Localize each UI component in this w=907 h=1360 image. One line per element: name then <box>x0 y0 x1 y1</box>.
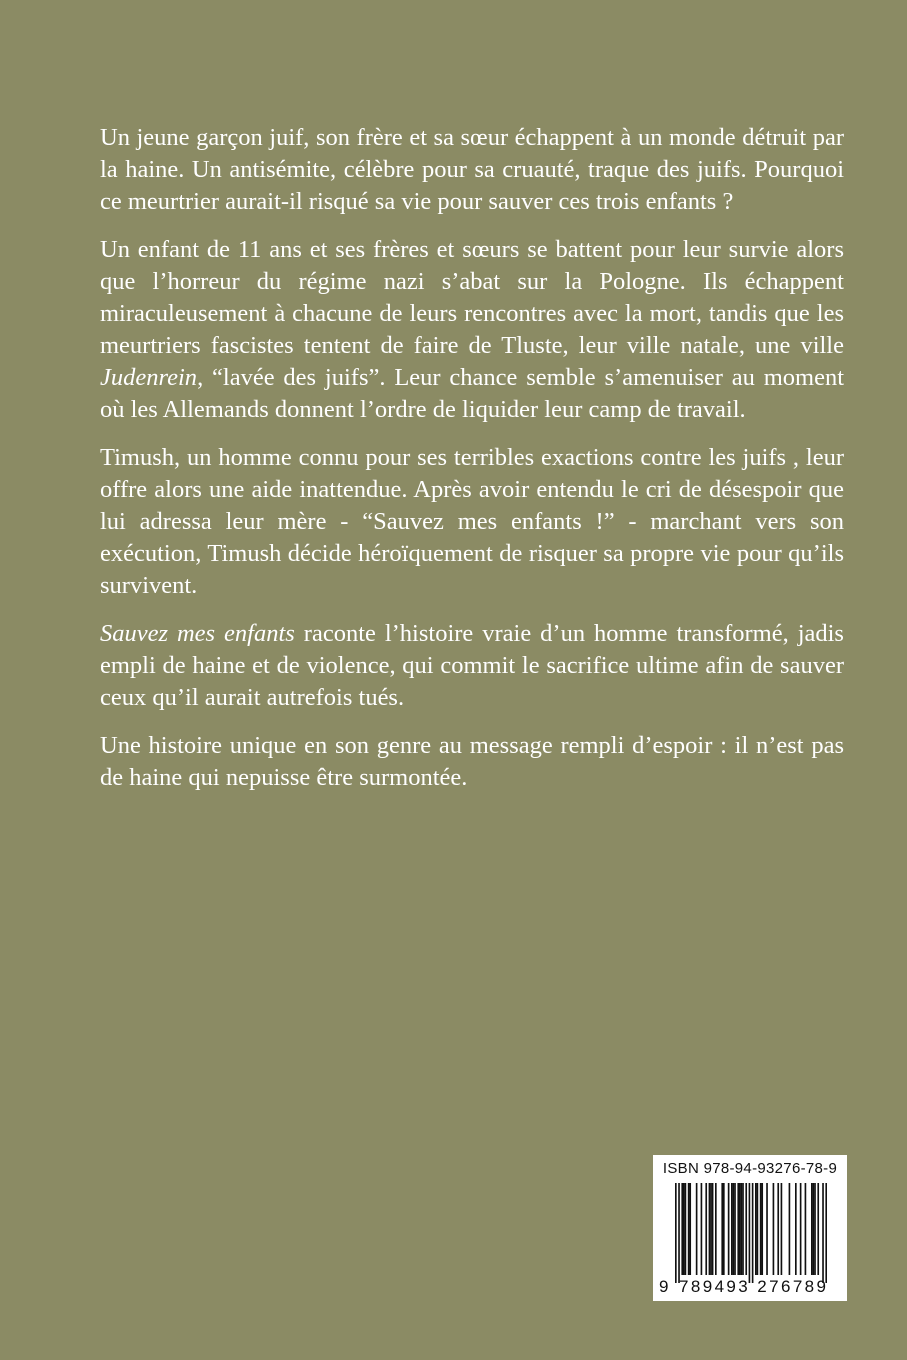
barcode-bar-27 <box>755 1183 757 1275</box>
barcode-bar-30 <box>761 1183 763 1275</box>
blurb-paragraph-3 <box>100 442 844 602</box>
barcode-bar-24 <box>745 1183 747 1275</box>
barcode-bar-2 <box>681 1183 683 1275</box>
barcode-bar-25 <box>749 1183 751 1283</box>
barcode-bar-39 <box>811 1183 813 1275</box>
barcode-bar-6 <box>689 1183 691 1275</box>
isbn-barcode <box>653 1155 847 1301</box>
barcode-bar-11 <box>710 1183 712 1275</box>
barcode-bar-28 <box>757 1183 759 1275</box>
barcode-bar-32 <box>773 1183 775 1275</box>
barcode-bar-20 <box>737 1183 739 1275</box>
barcode-bar-44 <box>825 1183 827 1283</box>
blurb-p5-text: Une histoire unique en son genre au message rempli d’espoir : il n’est pas de haine qui nepuisse être surmontée. <box>100 732 844 791</box>
barcode-bar-14 <box>721 1183 723 1275</box>
barcode-bar-23 <box>742 1183 744 1275</box>
barcode-bar-3 <box>683 1183 685 1275</box>
barcode-bar-8 <box>701 1183 703 1275</box>
barcode-bar-40 <box>813 1183 815 1275</box>
barcode-digit-first: 9 <box>659 1277 669 1296</box>
isbn-label: ISBN 978-94-93276-78-9 <box>662 1160 838 1177</box>
barcode-bar-4 <box>685 1183 687 1275</box>
barcode-bar-42 <box>817 1183 819 1275</box>
barcode-digits-rest: 789493 276789 <box>679 1277 829 1296</box>
barcode-bar-22 <box>741 1183 743 1275</box>
barcode-bar-29 <box>760 1183 762 1275</box>
blurb-p4-text: raconte l’histoire vraie d’un homme transformé, jadis empli de haine et de violence, qui commit le sacrifice ultime afin de sauver ceux qu’il aurait autrefois tués. <box>100 620 844 711</box>
barcode-bar-43 <box>822 1183 824 1283</box>
barcode-bar-7 <box>696 1183 698 1275</box>
blurb-p2-text-b: , “lavée des juifs”. Leur chance semble s’amenuiser au moment où les Allemands donnent l’ordre de liquider leur camp de travail. <box>100 364 844 423</box>
blurb-paragraph-2 <box>100 234 844 426</box>
blurb-p2-italic-term: Judenrein <box>100 364 198 391</box>
back-cover-blurb <box>100 122 844 810</box>
barcode-bar-9 <box>705 1183 707 1275</box>
barcode-bar-0 <box>675 1183 677 1283</box>
barcode-bar-18 <box>733 1183 735 1275</box>
barcode-bar-19 <box>734 1183 736 1275</box>
barcode-bar-16 <box>728 1183 730 1275</box>
barcode-bar-41 <box>814 1183 816 1275</box>
blurb-p2-text-a: Un enfant de 11 ans et ses frères et sœurs se battent pour leur survie alors que l’horreur du régime nazi s’abat sur la Pologne. Ils échappent miraculeusement à chacune de leurs rencontres avec la mort, tandis que les meurtriers fascistes tentent de faire de Tluste, leur ville natale, une ville <box>100 236 844 359</box>
blurb-paragraph-4 <box>100 618 844 714</box>
blurb-p1-text: Un jeune garçon juif, son frère et sa sœur échappent à un monde détruit par la haine. Un antisémite, célèbre pour sa cruauté, traque des juifs. Pourquoi ce meurtrier aurait-il risqué sa vie pour sauver ces trois enfants ? <box>100 124 844 215</box>
barcode-bar-35 <box>789 1183 791 1275</box>
barcode-bar-26 <box>752 1183 754 1283</box>
barcode-bar-1 <box>678 1183 680 1283</box>
blurb-p4-book-title: Sauvez mes enfants <box>100 620 295 647</box>
blurb-paragraph-5 <box>100 730 844 794</box>
barcode-bar-21 <box>739 1183 741 1275</box>
barcode-bar-33 <box>777 1183 779 1275</box>
barcode-bar-5 <box>688 1183 690 1275</box>
barcode-bar-36 <box>795 1183 797 1275</box>
barcode-bar-15 <box>723 1183 725 1275</box>
barcode-bar-38 <box>805 1183 807 1275</box>
barcode-bar-12 <box>712 1183 714 1275</box>
blurb-p3-text: Timush, un homme connu pour ses terribles exactions contre les juifs , leur offre alors une aide inattendue. Après avoir entendu le cri de désespoir que lui adressa leur mère - “Sauvez mes enfants !” - marchant vers son exécution, Timush décide héroïquement de risquer sa propre vie pour qu’ils survivent. <box>100 444 844 599</box>
barcode-bar-17 <box>731 1183 733 1275</box>
barcode-digits <box>653 1277 847 1299</box>
barcode-bars <box>675 1183 827 1283</box>
barcode-bar-31 <box>766 1183 768 1275</box>
barcode-bar-37 <box>800 1183 802 1275</box>
barcode-bar-34 <box>781 1183 783 1275</box>
barcode-bar-10 <box>709 1183 711 1275</box>
blurb-paragraph-1 <box>100 122 844 218</box>
barcode-bar-13 <box>715 1183 717 1275</box>
